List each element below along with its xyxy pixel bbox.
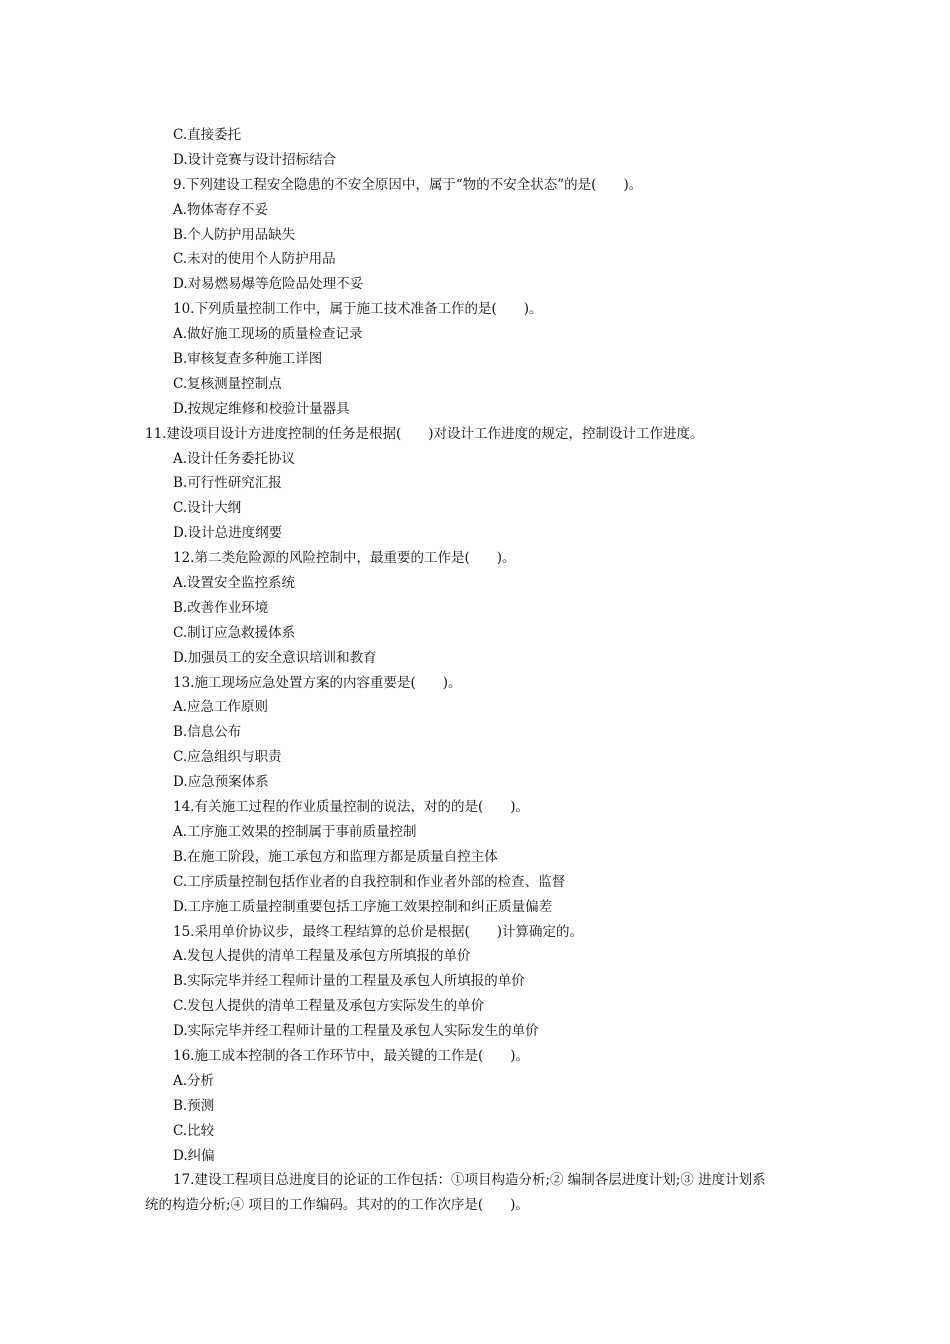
answer-option: C.设计大纲 <box>173 500 242 517</box>
answer-option: D.工序施工质量控制重要包括工序施工效果控制和纠正质量偏差 <box>173 898 553 915</box>
answer-option: D.按规定维修和校验计量器具 <box>173 400 350 417</box>
answer-option: C.直接委托 <box>173 127 242 143</box>
answer-option: B.实际完毕并经工程师计量的工程量及承包人所填报的单价 <box>173 973 525 990</box>
answer-option: A.分析 <box>173 1072 215 1089</box>
question-text: 17.建设工程项目总进度目的论证的工作包括：①项目构造分析;② 编制各层进度计划;③ 进度计划系 <box>173 1172 766 1189</box>
answer-option: A.工序施工效果的控制属于事前质量控制 <box>173 823 417 840</box>
answer-option: D.应急预案体系 <box>173 774 269 791</box>
answer-option: C.复核测量控制点 <box>173 375 282 392</box>
answer-option: D.对易燃易爆等危险品处理不妥 <box>173 276 364 293</box>
answer-option: A.物体寄存不妥 <box>173 201 269 218</box>
answer-option: D.设计竞赛与设计招标结合 <box>173 151 337 168</box>
question-text: 13.施工现场应急处置方案的内容重要是( )。 <box>173 674 462 691</box>
question-text: 12.第二类危险源的风险控制中，最重要的工作是( )。 <box>173 550 516 567</box>
answer-option: D.纠偏 <box>173 1147 215 1164</box>
answer-option: B.在施工阶段，施工承包方和监理方都是质量自控主体 <box>173 848 498 865</box>
answer-option: C.比较 <box>173 1122 215 1139</box>
answer-option: B.可行性研究汇报 <box>173 475 282 492</box>
answer-option: A.应急工作原则 <box>173 699 269 716</box>
question-text: 15.采用单价协议步，最终工程结算的总价是根据( )计算确定的。 <box>173 923 584 940</box>
answer-option: C.未对的使用个人防护用品 <box>173 251 336 268</box>
answer-option: A.设置安全监控系统 <box>173 575 296 592</box>
answer-option: A.设计任务委托协议 <box>173 450 296 467</box>
question-text: 16.施工成本控制的各工作环节中，最关键的工作是( )。 <box>173 1047 530 1064</box>
answer-option: A.发包人提供的清单工程量及承包方所填报的单价 <box>173 948 471 965</box>
question-text: 10.下列质量控制工作中，属于施工技术准备工作的是( )。 <box>173 301 543 318</box>
answer-option: D.加强员工的安全意识培训和教育 <box>173 649 377 666</box>
question-text: 11.建设项目设计方进度控制的任务是根据( )对设计工作进度的规定，控制设计工作进度。 <box>145 425 704 442</box>
question-text: 14.有关施工过程的作业质量控制的说法，对的的是( )。 <box>173 799 530 816</box>
answer-option: B.信息公布 <box>173 724 242 741</box>
question-text: 9.下列建设工程安全隐患的不安全原因中，属于“物的不安全状态”的是( )。 <box>173 176 643 193</box>
answer-option: C.工序质量控制包括作业者的自我控制和作业者外部的检查、监督 <box>173 873 566 890</box>
answer-option: B.改善作业环境 <box>173 599 269 616</box>
answer-option: B.审核复查多种施工详图 <box>173 351 323 368</box>
answer-option: D.设计总进度纲要 <box>173 525 283 542</box>
answer-option: D.实际完毕并经工程师计量的工程量及承包人实际发生的单价 <box>173 1023 539 1040</box>
question-text: 统的构造分析;④ 项目的工作编码。其对的的工作次序是( )。 <box>145 1197 529 1214</box>
answer-option: A.做好施工现场的质量检查记录 <box>173 326 363 343</box>
answer-option: B.个人防护用品缺失 <box>173 226 296 243</box>
answer-option: C.制订应急救援体系 <box>173 624 296 641</box>
answer-option: C.应急组织与职责 <box>173 749 282 766</box>
document-body <box>0 123 950 1218</box>
answer-option: C.发包人提供的清单工程量及承包方实际发生的单价 <box>173 998 485 1015</box>
answer-option: B.预测 <box>173 1097 215 1114</box>
